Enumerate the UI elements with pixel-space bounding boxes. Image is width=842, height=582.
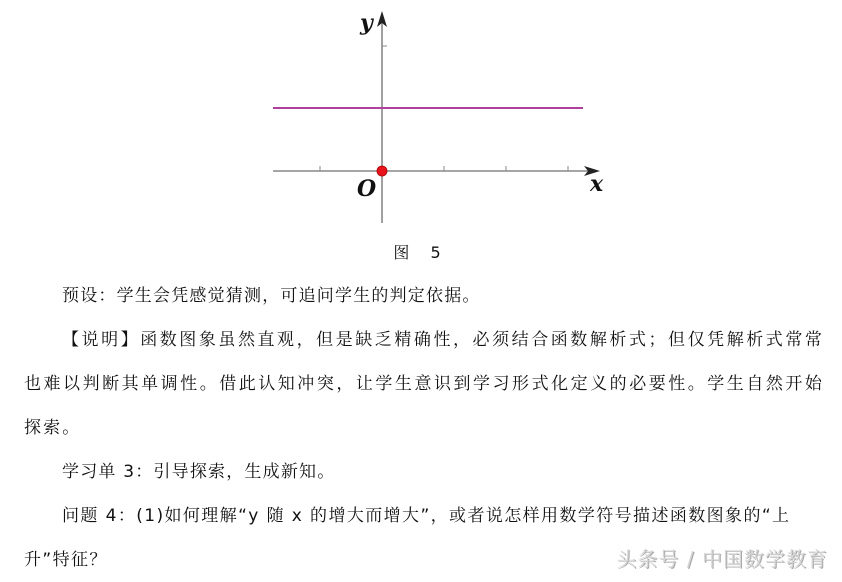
- paragraph-question-4: 问题 4：(1)如何理解“y 随 x 的增大而增大”，或者说怎样用数学符号描述函数图象的“上升”特征？: [24, 506, 791, 570]
- watermark: 头条号 / 中国数学教育: [616, 547, 828, 571]
- paragraph-worksheet-3: 学习单 3：引导探索，生成新知。: [62, 462, 336, 482]
- origin-point: [377, 166, 387, 176]
- y-axis-label: y: [360, 10, 373, 36]
- origin-label: O: [357, 176, 377, 202]
- paragraph-preset: 预设：学生会凭感觉猜测，可追问学生的判定依据。: [62, 286, 481, 306]
- x-axis-label: x: [590, 171, 604, 197]
- figure-caption: 图 5: [393, 243, 449, 262]
- paragraph-explanation: 【说明】函数图象虽然直观，但是缺乏精确性，必须结合函数解析式；但仅凭解析式常常也难以判断其单调性。借此认知冲突，让学生意识到学习形式化定义的必要性。学生自然开始探索。: [24, 330, 824, 438]
- constant-function-graph: [0, 0, 842, 230]
